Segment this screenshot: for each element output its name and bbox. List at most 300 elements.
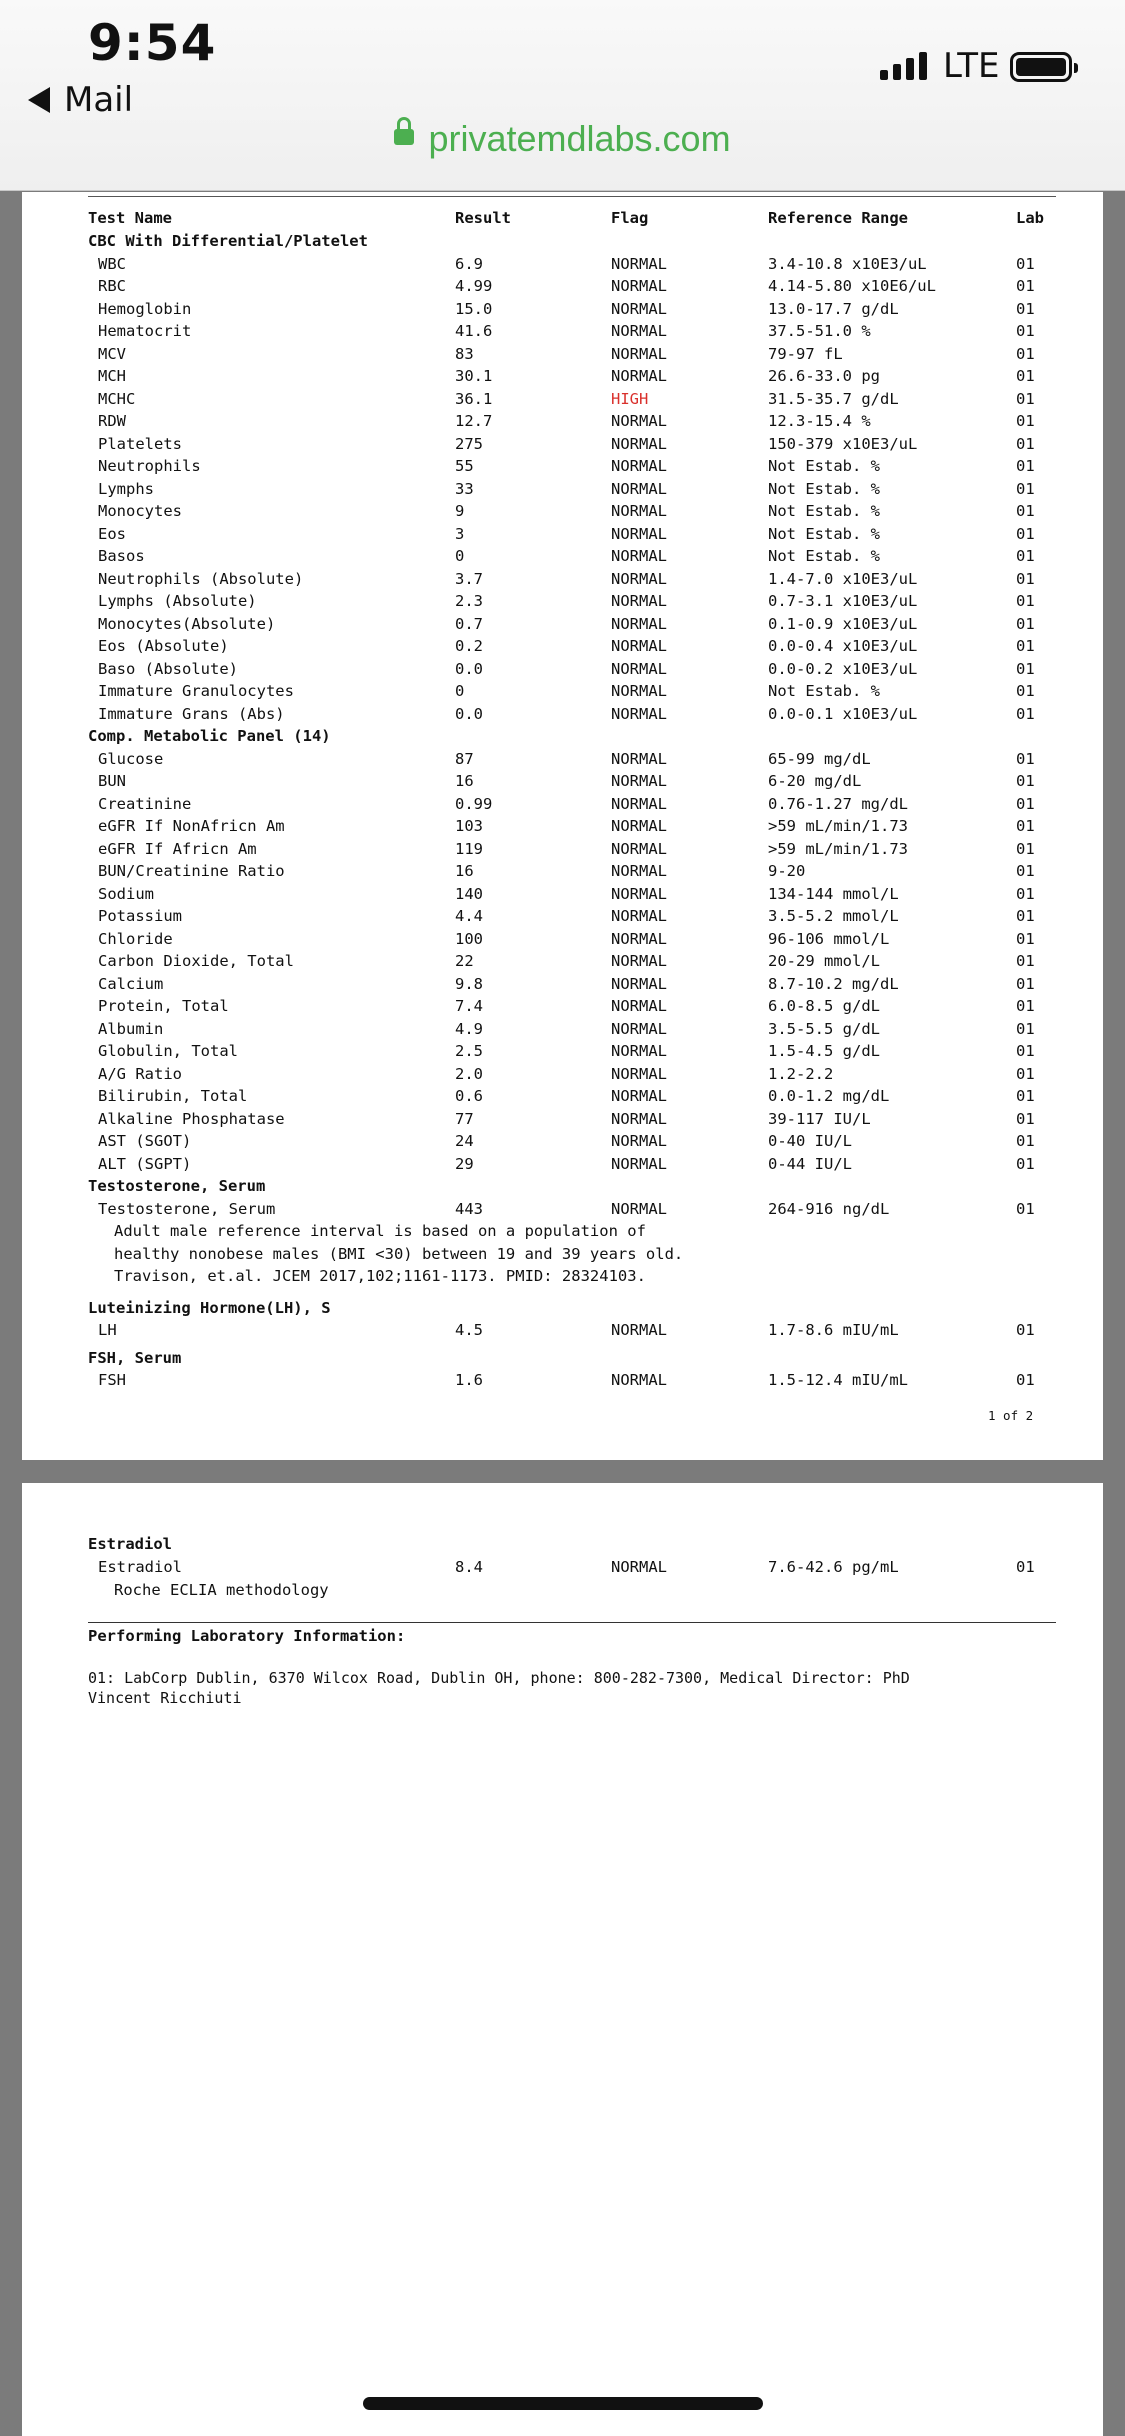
test-lab: 01 [1016,322,1035,340]
test-lab: 01 [1016,614,1035,633]
test-result: 0.99 [455,794,493,813]
test-reference-range: 12.3-15.4 % [768,412,871,430]
table-row [22,457,1103,479]
page-number: 1 of 2 [988,1408,1034,1423]
test-lab: 01 [1016,862,1035,880]
test-name: Immature Grans (Abs) [98,704,285,723]
test-name: Lymphs (Absolute) [98,592,257,610]
test-flag: HIGH [611,389,649,408]
test-reference-range: 0-40 IU/L [768,1132,852,1150]
test-result: 29 [455,1154,474,1173]
test-reference-range: 37.5-51.0 % [768,322,871,340]
table-row [22,705,1103,727]
test-name: MCH [98,367,126,385]
test-reference-range: 0.7-3.1 x10E3/uL [768,592,918,610]
test-name: Glucose [98,749,164,768]
test-name: BUN/Creatinine Ratio [98,862,285,880]
test-flag: NORMAL [611,1154,667,1173]
test-reference-range: Not Estab. % [768,457,880,475]
test-flag: NORMAL [611,952,667,970]
test-name: Neutrophils (Absolute) [98,569,304,588]
back-to-mail-button[interactable] [28,80,133,120]
test-result: 15.0 [455,299,493,318]
test-flag: NORMAL [611,884,667,903]
test-lab: 01 [1016,479,1035,498]
test-result: 30.1 [455,367,493,385]
url-text: privatemdlabs.com [428,118,731,159]
test-name: Neutrophils [98,457,201,475]
test-result: 443 [455,1199,483,1218]
test-lab: 01 [1016,299,1035,318]
test-name: Basos [98,547,145,565]
test-result: 140 [455,884,483,903]
test-flag: NORMAL [611,862,667,880]
test-flag: NORMAL [611,547,667,565]
test-lab: 01 [1016,1154,1035,1173]
test-name: Calcium [98,974,164,993]
col-test-name: Test Name [88,209,172,227]
test-name: Lymphs [98,479,154,498]
table-row [22,682,1103,704]
table-row [22,322,1103,344]
test-result: 2.0 [455,1064,483,1083]
table-row [22,637,1103,659]
test-name: BUN [98,772,126,790]
test-flag: NORMAL [611,907,667,925]
test-flag: NORMAL [611,592,667,610]
test-reference-range: 6-20 mg/dL [768,772,862,790]
test-lab: 01 [1016,682,1035,700]
test-lab: 01 [1016,1558,1035,1576]
test-name: RBC [98,277,126,295]
test-flag: NORMAL [611,479,667,498]
test-lab: 01 [1016,794,1035,813]
test-lab: 01 [1016,884,1035,903]
test-flag: NORMAL [611,254,667,273]
test-result: 4.99 [455,277,493,295]
test-result: 77 [455,1109,474,1128]
table-row [22,1020,1103,1042]
test-result: 83 [455,344,474,363]
test-name: Albumin [98,1019,164,1038]
test-reference-range: 26.6-33.0 pg [768,367,880,385]
table-row [22,862,1103,884]
test-lab: 01 [1016,659,1035,678]
table-row [22,997,1103,1019]
back-label: Mail [64,80,134,120]
test-flag: NORMAL [611,1132,667,1150]
test-result: 33 [455,479,474,498]
test-reference-range: 1.5-4.5 g/dL [768,1042,880,1060]
test-name: Hemoglobin [98,299,192,318]
table-row [22,435,1103,457]
test-lab: 01 [1016,772,1035,790]
table-row [22,660,1103,682]
test-flag: NORMAL [611,1558,667,1576]
table-row [22,1155,1103,1177]
test-result: 4.4 [455,907,483,925]
table-row [22,975,1103,997]
test-reference-range: 1.2-2.2 [768,1064,834,1083]
table-row [22,1371,1103,1393]
test-name: Alkaline Phosphatase [98,1109,285,1128]
test-lab: 01 [1016,344,1035,363]
test-flag: NORMAL [611,614,667,633]
test-result: 1.6 [455,1371,483,1389]
table-row [22,390,1103,412]
table-header [22,209,1103,231]
network-type: LTE [943,46,1000,86]
test-reference-range: 0.0-0.2 x10E3/uL [768,659,918,678]
test-name: Globulin, Total [98,1042,238,1060]
test-result: 7.4 [455,997,483,1015]
test-lab: 01 [1016,817,1035,835]
test-reference-range: 39-117 IU/L [768,1109,871,1128]
test-name: eGFR If Africn Am [98,839,257,858]
table-row [22,1200,1103,1222]
test-name: Eos (Absolute) [98,637,229,655]
test-reference-range: 96-106 mmol/L [768,929,890,948]
url-bar[interactable] [0,118,1125,160]
test-lab: 01 [1016,547,1035,565]
test-reference-range: 150-379 x10E3/uL [768,434,918,453]
test-lab: 01 [1016,367,1035,385]
test-result: 3 [455,524,465,543]
table-row [22,1087,1103,1109]
test-reference-range: Not Estab. % [768,502,880,520]
test-result: 4.5 [455,1321,483,1339]
col-reference-range: Reference Range [768,209,908,227]
test-flag: NORMAL [611,1019,667,1038]
test-name: Chloride [98,929,173,948]
lab-info-title: Performing Laboratory Information: [88,1627,406,1645]
test-reference-range: 0.1-0.9 x10E3/uL [768,614,918,633]
test-result: 9.8 [455,974,483,993]
test-flag: NORMAL [611,929,667,948]
test-name: Platelets [98,434,182,453]
test-reference-range: 3.5-5.2 mmol/L [768,907,899,925]
test-name: MCHC [98,389,136,408]
lab-info-line: 01: LabCorp Dublin, 6370 Wilcox Road, Dublin OH, phone: 800-282-7300, Medical Director: PhD [88,1669,910,1687]
test-result: 55 [455,457,474,475]
test-reference-range: 3.5-5.5 g/dL [768,1019,880,1038]
lab-info-rule [88,1622,1056,1623]
test-name: eGFR If NonAfricn Am [98,817,285,835]
test-lab: 01 [1016,704,1035,723]
test-flag: NORMAL [611,974,667,993]
table-row [22,817,1103,839]
test-result: 103 [455,817,483,835]
test-flag: NORMAL [611,502,667,520]
test-reference-range: 1.7-8.6 mIU/mL [768,1321,899,1339]
table-row [22,277,1103,299]
test-flag: NORMAL [611,1371,667,1389]
col-flag: Flag [611,209,649,227]
clock-time: 9:54 [88,14,217,72]
test-name: RDW [98,412,126,430]
test-flag: NORMAL [611,344,667,363]
ios-status-bar [0,0,1125,191]
test-result: 2.5 [455,1042,483,1060]
test-result: 22 [455,952,474,970]
test-flag: NORMAL [611,322,667,340]
test-lab: 01 [1016,434,1035,453]
test-reference-range: Not Estab. % [768,682,880,700]
test-flag: NORMAL [611,997,667,1015]
test-reference-range: >59 mL/min/1.73 [768,817,908,835]
table-row [22,1065,1103,1087]
test-result: 0.0 [455,659,483,678]
test-reference-range: 8.7-10.2 mg/dL [768,974,899,993]
test-lab: 01 [1016,524,1035,543]
reference-note-line: Travison, et.al. JCEM 2017,102;1161-1173. PMID: 28324103. [114,1267,646,1285]
test-lab: 01 [1016,1199,1035,1218]
test-reference-range: 20-29 mmol/L [768,952,880,970]
test-lab: 01 [1016,929,1035,948]
test-flag: NORMAL [611,1199,667,1218]
signal-icon [880,52,927,80]
test-reference-range: 31.5-35.7 g/dL [768,389,899,408]
test-result: 24 [455,1132,474,1150]
test-name: WBC [98,254,126,273]
test-flag: NORMAL [611,772,667,790]
test-reference-range: 1.5-12.4 mIU/mL [768,1371,908,1389]
test-reference-range: 0.0-1.2 mg/dL [768,1087,890,1105]
test-flag: NORMAL [611,524,667,543]
section-title: Comp. Metabolic Panel (14) [88,727,331,745]
test-flag: NORMAL [611,839,667,858]
test-lab: 01 [1016,749,1035,768]
test-lab: 01 [1016,839,1035,858]
test-result: 100 [455,929,483,948]
test-name: Testosterone, Serum [98,1199,276,1218]
test-lab: 01 [1016,1371,1035,1389]
table-row [22,772,1103,794]
test-name: Bilirubin, Total [98,1087,248,1105]
test-name: Potassium [98,907,182,925]
test-flag: NORMAL [611,299,667,318]
test-result: 8.4 [455,1558,483,1576]
test-name: Protein, Total [98,997,229,1015]
header-rule [88,196,1056,197]
table-row [22,480,1103,502]
test-result: 16 [455,772,474,790]
table-row [22,750,1103,772]
test-result: 36.1 [455,389,493,408]
test-reference-range: 0.0-0.4 x10E3/uL [768,637,918,655]
test-lab: 01 [1016,974,1035,993]
test-reference-range: 6.0-8.5 g/dL [768,997,880,1015]
test-reference-range: 3.4-10.8 x10E3/uL [768,254,927,273]
test-flag: NORMAL [611,277,667,295]
reference-note-line: Adult male reference interval is based on a population of [114,1222,646,1240]
lock-icon [394,129,414,145]
table-row [22,367,1103,389]
test-result: 16 [455,862,474,880]
test-flag: NORMAL [611,659,667,678]
test-name: Monocytes [98,502,182,520]
test-lab: 01 [1016,412,1035,430]
test-lab: 01 [1016,1132,1035,1150]
table-row [22,592,1103,614]
test-result: 9 [455,502,465,520]
back-arrow-icon [28,87,50,113]
table-row [22,840,1103,862]
test-lab: 01 [1016,277,1035,295]
test-lab: 01 [1016,592,1035,610]
test-name: Monocytes(Absolute) [98,614,276,633]
table-row [22,795,1103,817]
table-row [22,1042,1103,1064]
test-result: 0.0 [455,704,483,723]
test-lab: 01 [1016,1019,1035,1038]
test-reference-range: 79-97 fL [768,344,843,363]
test-name: Baso (Absolute) [98,659,238,678]
test-lab: 01 [1016,1321,1035,1339]
table-row [22,547,1103,569]
test-name: ALT (SGPT) [98,1154,192,1173]
test-lab: 01 [1016,457,1035,475]
methodology-note: Roche ECLIA methodology [114,1581,329,1599]
test-reference-range: 1.4-7.0 x10E3/uL [768,569,918,588]
test-result: 0.6 [455,1087,483,1105]
test-reference-range: 0-44 IU/L [768,1154,852,1173]
test-result: 119 [455,839,483,858]
test-name: Sodium [98,884,154,903]
test-reference-range: 134-144 mmol/L [768,884,899,903]
table-row [22,1321,1103,1343]
test-lab: 01 [1016,1042,1035,1060]
test-result: 4.9 [455,1019,483,1038]
section-title: FSH, Serum [88,1348,182,1367]
test-name: Estradiol [98,1558,182,1576]
table-row [22,615,1103,637]
test-name: Hematocrit [98,322,192,340]
test-flag: NORMAL [611,569,667,588]
test-result: 2.3 [455,592,483,610]
test-reference-range: Not Estab. % [768,547,880,565]
test-result: 0 [455,547,465,565]
test-lab: 01 [1016,637,1035,655]
test-flag: NORMAL [611,1064,667,1083]
test-lab: 01 [1016,1087,1035,1105]
test-result: 12.7 [455,412,493,430]
table-row [22,1558,1103,1580]
test-result: 3.7 [455,569,483,588]
test-flag: NORMAL [611,749,667,768]
test-name: FSH [98,1371,126,1389]
test-lab: 01 [1016,502,1035,520]
test-flag: NORMAL [611,457,667,475]
table-row [22,345,1103,367]
test-name: Creatinine [98,794,192,813]
test-lab: 01 [1016,254,1035,273]
test-result: 275 [455,434,483,453]
test-name: Eos [98,524,126,543]
test-reference-range: Not Estab. % [768,524,880,543]
test-flag: NORMAL [611,637,667,655]
pdf-page-2 [22,1483,1103,2436]
battery-icon [1010,52,1072,82]
test-result: 0.7 [455,614,483,633]
test-flag: NORMAL [611,1087,667,1105]
test-lab: 01 [1016,907,1035,925]
test-reference-range: 65-99 mg/dL [768,749,871,768]
test-lab: 01 [1016,569,1035,588]
section-title-estradiol: Estradiol [88,1535,172,1553]
test-result: 6.9 [455,254,483,273]
test-reference-range: 0.76-1.27 mg/dL [768,794,908,813]
table-row [22,930,1103,952]
test-result: 41.6 [455,322,493,340]
table-row [22,885,1103,907]
test-lab: 01 [1016,389,1035,408]
table-row [22,300,1103,322]
test-flag: NORMAL [611,434,667,453]
col-lab: Lab [1016,209,1044,227]
table-row [22,525,1103,547]
test-result: 0 [455,682,465,700]
test-name: LH [98,1321,117,1339]
table-row [22,907,1103,929]
test-flag: NORMAL [611,817,667,835]
section-title: Luteinizing Hormone(LH), S [88,1298,331,1317]
test-reference-range: 264-916 ng/dL [768,1199,890,1218]
table-row [22,502,1103,524]
test-result: 87 [455,749,474,768]
test-lab: 01 [1016,1064,1035,1083]
test-result: 0.2 [455,637,483,655]
test-reference-range: 4.14-5.80 x10E6/uL [768,277,936,295]
section-title: CBC With Differential/Platelet [88,232,368,250]
test-reference-range: 9-20 [768,862,806,880]
table-row [22,1110,1103,1132]
table-row [22,255,1103,277]
test-name: A/G Ratio [98,1064,182,1083]
test-flag: NORMAL [611,1042,667,1060]
test-reference-range: 13.0-17.7 g/dL [768,299,899,318]
test-name: Immature Granulocytes [98,682,294,700]
test-lab: 01 [1016,952,1035,970]
test-flag: NORMAL [611,704,667,723]
test-lab: 01 [1016,1109,1035,1128]
test-reference-range: 0.0-0.1 x10E3/uL [768,704,918,723]
test-name: Carbon Dioxide, Total [98,952,294,970]
test-reference-range: >59 mL/min/1.73 [768,839,908,858]
test-lab: 01 [1016,997,1035,1015]
home-indicator[interactable] [363,2397,763,2410]
section-title: Testosterone, Serum [88,1177,266,1195]
table-row [22,952,1103,974]
pdf-page-1 [22,192,1103,1460]
table-row [22,570,1103,592]
test-flag: NORMAL [611,1109,667,1128]
lab-info-line: Vincent Ricchiuti [88,1689,242,1707]
table-row [22,412,1103,434]
test-flag: NORMAL [611,682,667,700]
test-flag: NORMAL [611,1321,667,1339]
test-flag: NORMAL [611,412,667,430]
col-result: Result [455,209,511,227]
test-flag: NORMAL [611,367,667,385]
test-name: MCV [98,344,126,363]
test-flag: NORMAL [611,794,667,813]
test-reference-range: 7.6-42.6 pg/mL [768,1558,899,1576]
test-name: AST (SGOT) [98,1132,192,1150]
test-reference-range: Not Estab. % [768,479,880,498]
reference-note-line: healthy nonobese males (BMI <30) between 19 and 39 years old. [114,1244,684,1263]
table-row [22,1132,1103,1154]
